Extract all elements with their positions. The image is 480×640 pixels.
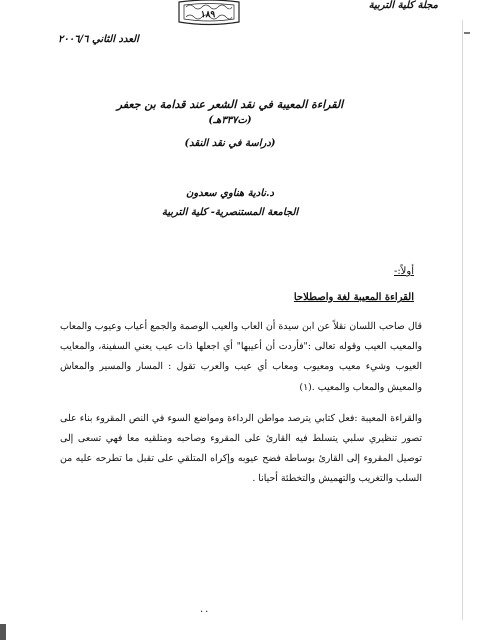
author-affiliation: الجامعة المستنصرية- كلية التربية (161, 207, 299, 218)
scan-corner-shadow (0, 624, 6, 640)
article-title-date: (ت٣٣٧هـ) (208, 115, 252, 126)
section-heading: القراءة المعيبة لغة واصطلاحا (293, 292, 414, 303)
article-title: القراءة المعيبة في نقد الشعر عند قدامة بن جعفر (116, 98, 344, 111)
scan-edge-mark (464, 32, 470, 34)
page-number: ١٨٩ (200, 10, 216, 20)
handwritten-journal-note: مجلة كلية التربية (368, 0, 438, 11)
scan-edge-line (462, 20, 463, 620)
body-text (60, 317, 422, 490)
article-subtitle: (دراسة في نقد النقد) (184, 138, 276, 149)
footer-dots: .. (200, 604, 211, 615)
paragraph-definition-term: والقراءة المعيبة :فعل كتابي يترصد مواطن الرداءة ومواضع السوء في النص المقروء بناء على تصور تنظيري سلبي يتسلط فيه القارئ على المقروء وصاحبه ومتلقيه معا فهي تسعى إلى توصيل المقروء إلى القارئ بوساطة فضح عيوبه وإكراه المتلقي على تقبل ما تطرحه عليه من السلب والتغريب والتهميش والتخطئة أحيانا . (60, 412, 422, 485)
section-number: أولاً:- (393, 266, 414, 277)
author-name: د.نادية هناوي سعدون (186, 188, 274, 199)
handwritten-issue-note: العدد الثاني ٢٠٠٦/٦ (58, 34, 139, 45)
paragraph-definition-language: قال صاحب اللسان نقلاً عن ابن سيدة أن العاب والعيب الوصمة والجمع أعياب وعيوب والمعاب والمعيب العيب وقوله تعالى :"فأردت أن أعيبها" أي اجعلها ذات عيب يعني السفينة، والمعايب العيوب وشيء معيب ومعيوب ومعاب أي عيب والعرب تقول : المسار والمسير والمعاش والمعيش والمعاب والمعيب .(١) (60, 321, 422, 393)
